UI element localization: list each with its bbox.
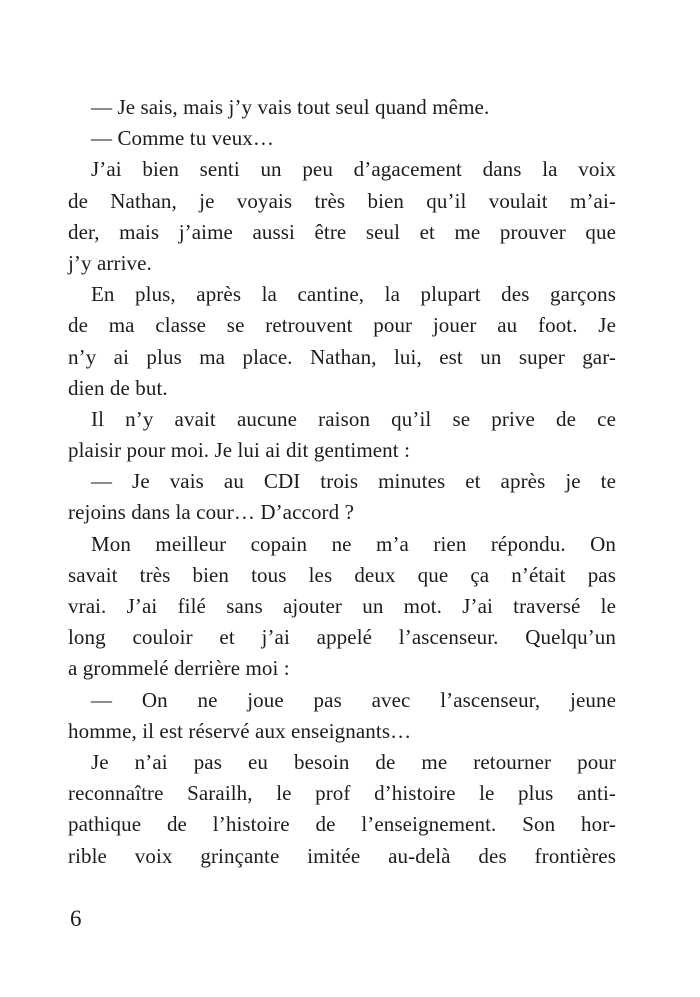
text-line: long couloir et j’ai appelé l’ascenseur. Quelqu’un <box>68 625 616 650</box>
text-line: de ma classe se retrouvent pour jouer au foot. Je <box>68 313 616 338</box>
text-line: homme, il est réservé aux enseignants… <box>68 718 412 743</box>
text-line: — Je sais, mais j’y vais tout seul quand même. <box>91 95 490 119</box>
text-line: n’y ai plus ma place. Nathan, lui, est un super gar- <box>68 344 616 369</box>
text-line: j’y arrive. <box>68 250 152 275</box>
text-line: a grommelé derrière moi : <box>68 656 290 681</box>
text-line: — Comme tu veux… <box>91 126 275 151</box>
text-line: der, mais j’aime aussi être seul et me prouver que <box>68 219 616 244</box>
text-line: savait très bien tous les deux que ça n’était pas <box>68 562 616 587</box>
text-line: J’ai bien senti un peu d’agacement dans la voix <box>91 157 616 182</box>
text-line: pathique de l’histoire de l’enseignement. Son hor- <box>68 812 616 837</box>
text-line: de Nathan, je voyais très bien qu’il voulait m’ai- <box>68 188 616 213</box>
text-line: rible voix grinçante imitée au-delà des frontières <box>68 843 616 868</box>
text-line: Je n’ai pas eu besoin de me retourner pour <box>91 749 616 774</box>
text-line: — On ne joue pas avec l’ascenseur, jeune <box>91 687 616 712</box>
page-number: 6 <box>70 906 82 931</box>
text-line: plaisir pour moi. Je lui ai dit gentiment : <box>68 438 411 463</box>
text-line: Il n’y avait aucune raison qu’il se prive de ce <box>91 406 616 431</box>
text-line: reconnaître Sarailh, le prof d’histoire le plus anti- <box>68 781 616 806</box>
text-line: — Je vais au CDI trois minutes et après je te <box>91 469 616 494</box>
text-line: Mon meilleur copain ne m’a rien répondu. On <box>91 531 616 556</box>
text-line: rejoins dans la cour… D’accord ? <box>68 500 355 525</box>
text-block <box>68 92 616 872</box>
text-line: dien de but. <box>68 375 168 400</box>
text-line: vrai. J’ai filé sans ajouter un mot. J’ai traversé le <box>68 594 616 618</box>
text-line: En plus, après la cantine, la plupart des garçons <box>91 282 616 307</box>
